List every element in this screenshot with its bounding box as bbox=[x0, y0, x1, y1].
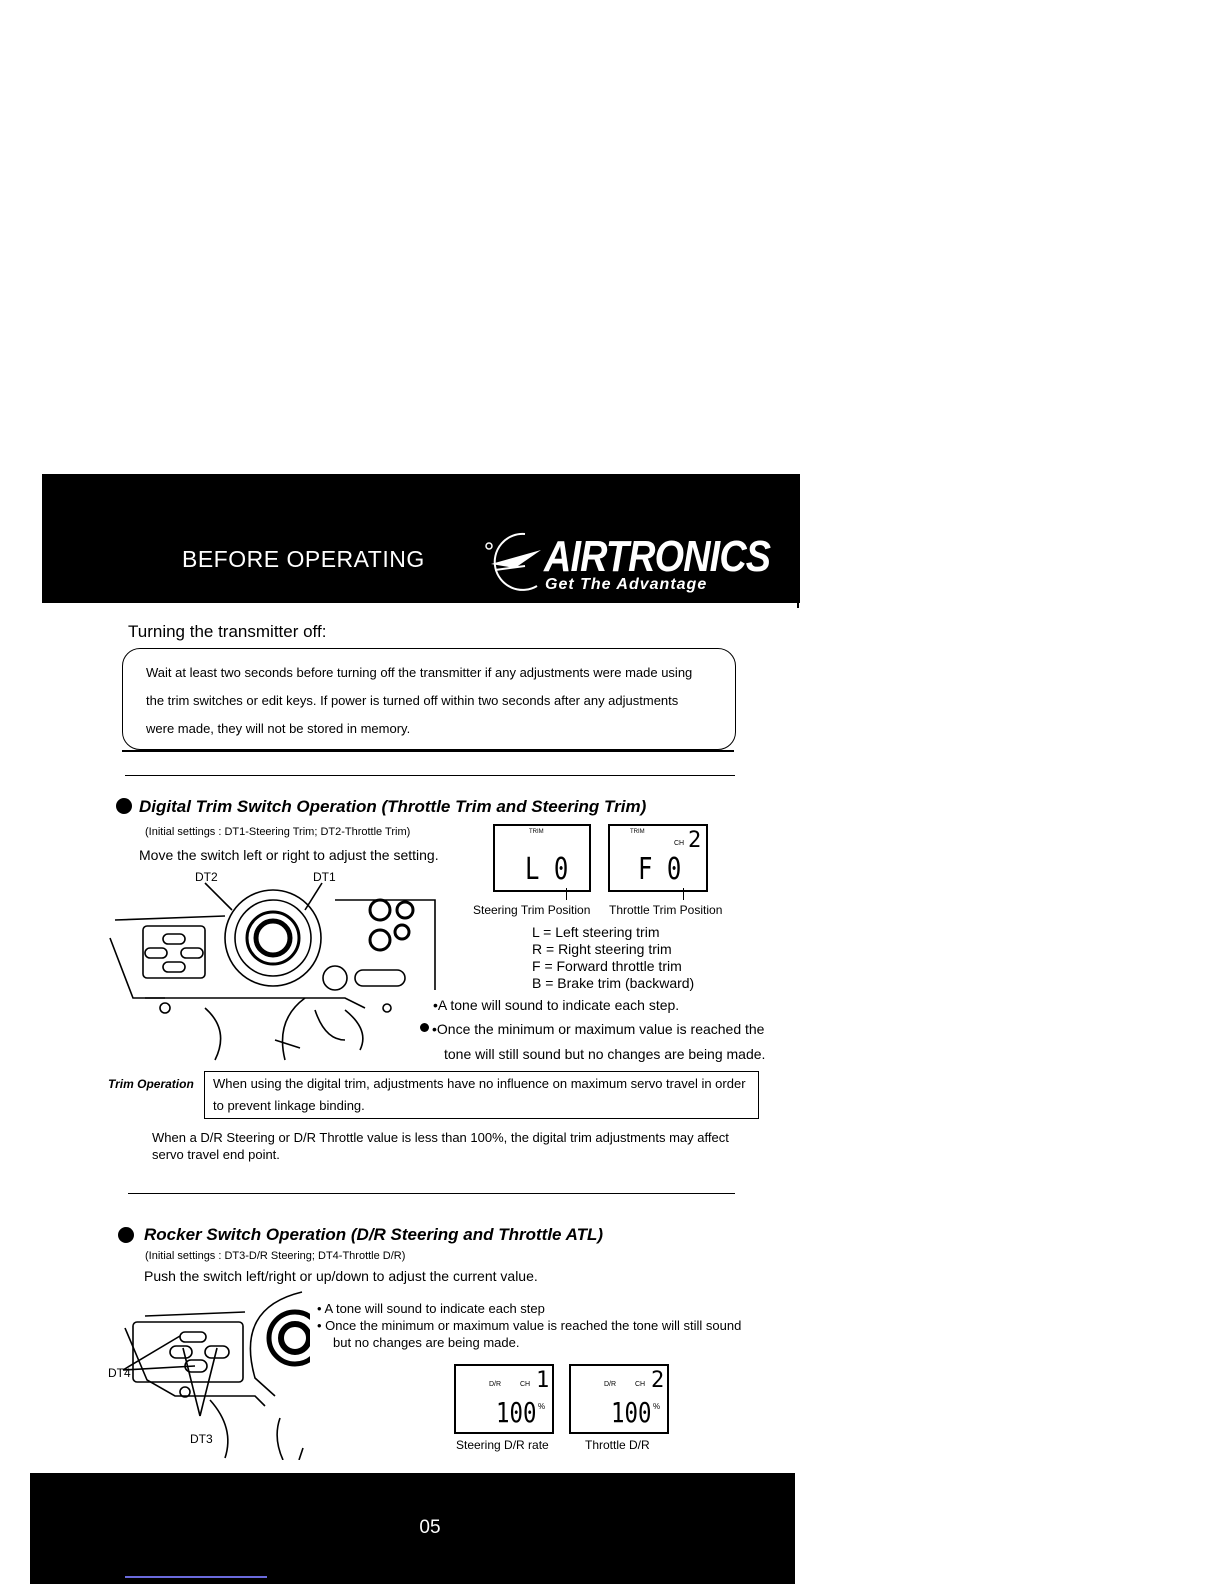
legend-item: F = Forward throttle trim bbox=[532, 958, 682, 974]
trim-operation-label: Trim Operation bbox=[108, 1077, 194, 1091]
lcd-percent: % bbox=[538, 1402, 546, 1411]
turn-off-note-box bbox=[122, 648, 736, 750]
lcd-ch-number: 2 bbox=[688, 828, 702, 853]
legend-item: B = Brake trim (backward) bbox=[532, 975, 695, 991]
steering-dr-lcd bbox=[454, 1364, 554, 1434]
lcd-label: TRIM bbox=[529, 829, 544, 835]
instruction: Push the switch left/right or up/down to adjust the current value. bbox=[144, 1268, 538, 1284]
lcd-value: L 0 bbox=[525, 852, 569, 887]
lcd-label: TRIM bbox=[630, 829, 645, 835]
throttle-dr-caption: Throttle D/R bbox=[585, 1438, 650, 1452]
lcd-percent: % bbox=[653, 1402, 661, 1411]
trim-note: tone will still sound but no changes are being made. bbox=[444, 1046, 766, 1062]
steering-trim-caption: Steering Trim Position bbox=[473, 903, 591, 917]
lcd-value: 100 bbox=[496, 1396, 537, 1429]
lcd-dr-label: D/R bbox=[604, 1381, 617, 1388]
page-footer bbox=[30, 1473, 795, 1584]
label-dt3: DT3 bbox=[190, 1432, 213, 1446]
airtronics-logo-icon bbox=[485, 526, 547, 596]
footer-underline bbox=[125, 1576, 267, 1578]
transmitter-trim-illustration bbox=[105, 880, 445, 1070]
legend-item: R = Right steering trim bbox=[532, 941, 672, 957]
header-edge bbox=[797, 596, 799, 608]
trim-operation-box bbox=[204, 1071, 759, 1119]
lcd-ch-label: CH bbox=[520, 1381, 531, 1388]
note-line: Wait at least two seconds before turning off the transmitter if any adjustments were made using bbox=[146, 665, 693, 680]
throttle-trim-lcd bbox=[608, 824, 708, 892]
section-bullet bbox=[118, 1227, 134, 1243]
brand-name: AIRTRONICS bbox=[544, 532, 771, 581]
dr-note: When a D/R Steering or D/R Throttle value is less than 100%, the digital trim adjustments may affect bbox=[152, 1130, 729, 1145]
initial-settings: (Initial settings : DT1-Steering Trim; DT2-Throttle Trim) bbox=[145, 826, 411, 838]
divider bbox=[128, 1193, 735, 1194]
rocker-note: • Once the minimum or maximum value is reached the tone will still sound bbox=[317, 1318, 742, 1333]
note-line: the trim switches or edit keys. If power is turned off within two seconds after any adjustments bbox=[146, 693, 679, 708]
legend-item: L = Left steering trim bbox=[532, 924, 660, 940]
lcd-value: 100 bbox=[611, 1396, 652, 1429]
lcd-value: F 0 bbox=[638, 852, 682, 887]
initial-settings: (Initial settings : DT3-D/R Steering; DT4-Throttle D/R) bbox=[145, 1250, 406, 1262]
rocker-note: • A tone will sound to indicate each step bbox=[317, 1301, 545, 1316]
digital-trim-title: Digital Trim Switch Operation (Throttle Trim and Steering Trim) bbox=[139, 797, 647, 816]
steering-trim-lcd bbox=[493, 824, 591, 892]
steering-dr-caption: Steering D/R rate bbox=[456, 1438, 549, 1452]
trim-note: •A tone will sound to indicate each step. bbox=[433, 997, 680, 1013]
lcd-edge bbox=[589, 824, 591, 892]
turn-off-heading: Turning the transmitter off: bbox=[128, 622, 327, 641]
label-dt1: DT1 bbox=[313, 870, 336, 884]
section-bullet bbox=[116, 798, 132, 814]
box-shadow-line bbox=[122, 750, 734, 752]
trim-note: •Once the minimum or maximum value is reached the bbox=[432, 1021, 765, 1037]
note-bullet bbox=[420, 1023, 429, 1032]
label-dt2: DT2 bbox=[195, 870, 218, 884]
dr-note: servo travel end point. bbox=[152, 1147, 280, 1162]
section-title: BEFORE OPERATING bbox=[182, 546, 425, 572]
trim-box-line: to prevent linkage binding. bbox=[213, 1098, 365, 1113]
throttle-trim-caption: Throttle Trim Position bbox=[609, 903, 723, 917]
rocker-note: but no changes are being made. bbox=[333, 1335, 520, 1350]
pointer-line bbox=[683, 888, 684, 900]
page-number: 05 bbox=[419, 1517, 441, 1538]
throttle-dr-lcd bbox=[569, 1364, 669, 1434]
page-header bbox=[42, 474, 800, 603]
lcd-ch-number: 2 bbox=[651, 1368, 665, 1393]
lcd-ch-label: CH bbox=[635, 1381, 646, 1388]
divider bbox=[125, 775, 735, 776]
instruction: Move the switch left or right to adjust the setting. bbox=[139, 847, 439, 863]
note-line: were made, they will not be stored in memory. bbox=[146, 721, 411, 736]
lcd-ch-number: 1 bbox=[536, 1368, 550, 1393]
rocker-title: Rocker Switch Operation (D/R Steering and Throttle ATL) bbox=[144, 1225, 604, 1244]
pointer-line bbox=[566, 888, 567, 900]
brand-tagline: Get The Advantage bbox=[545, 576, 708, 593]
label-dt4: DT4 bbox=[108, 1366, 131, 1380]
trim-legend bbox=[532, 924, 694, 992]
lcd-ch-label: CH bbox=[674, 840, 685, 847]
trim-box-line: When using the digital trim, adjustments have no influence on maximum servo travel in order bbox=[213, 1076, 746, 1091]
lcd-dr-label: D/R bbox=[489, 1381, 502, 1388]
